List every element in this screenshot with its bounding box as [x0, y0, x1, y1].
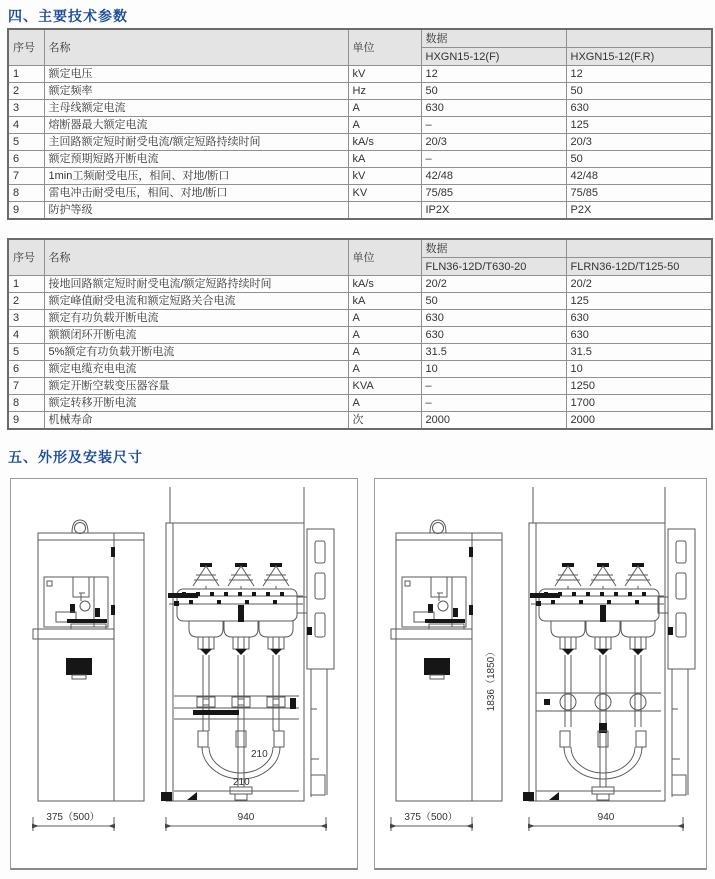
outline-drawing-panel-right — [374, 478, 707, 870]
insulators — [193, 563, 289, 589]
busbar-stub — [530, 593, 560, 598]
cell-b: 630 — [566, 100, 712, 117]
cell-name: 额定频率 — [44, 83, 348, 100]
cell-name: 额定转移开断电流 — [44, 395, 348, 412]
table-row — [8, 100, 712, 117]
cell-name: 额定电压 — [44, 66, 348, 83]
dim-label-height: 1836（1850） — [486, 646, 497, 712]
cell-unit: kA/s — [348, 134, 421, 151]
table-row — [8, 344, 712, 361]
cell-no: 6 — [8, 361, 44, 378]
cell-a: 50 — [421, 83, 566, 100]
col-header-model-a: FLN36-12D/T630-20 — [421, 258, 566, 276]
cable-bend — [560, 731, 646, 800]
cell-a: 20/2 — [421, 276, 566, 293]
cell-a: – — [421, 117, 566, 134]
table-row — [8, 412, 712, 430]
cell-no: 1 — [8, 66, 44, 83]
cell-a: 630 — [421, 327, 566, 344]
mounting-bar — [174, 696, 299, 719]
cell-a: 2000 — [421, 412, 566, 430]
busbar-stub — [168, 593, 198, 598]
cell-b: 10 — [566, 361, 712, 378]
cell-unit: A — [348, 327, 421, 344]
vent-louver — [66, 658, 92, 675]
dim-label-depth: 375（500） — [404, 812, 458, 823]
cell-unit: A — [348, 344, 421, 361]
cell-b: 2000 — [566, 412, 712, 430]
table-row — [8, 276, 712, 293]
dimension-lines — [33, 811, 326, 831]
cell-no: 8 — [8, 395, 44, 412]
table-row — [8, 151, 712, 168]
switch-body — [168, 589, 307, 637]
cell-unit: A — [348, 117, 421, 134]
cell-unit: A — [348, 361, 421, 378]
table-row — [8, 310, 712, 327]
pole-bushings — [560, 637, 646, 787]
cell-unit: KVA — [348, 378, 421, 395]
cell-no: 4 — [8, 327, 44, 344]
dim-label-bend-top: 210 — [251, 749, 268, 760]
outline-drawing-left — [11, 479, 357, 867]
cell-b: 630 — [566, 310, 712, 327]
cell-b: P2X — [566, 202, 712, 220]
section-title-outline-dimensions: 五、外形及安装尺寸 — [8, 449, 143, 465]
vent-louver — [424, 658, 450, 675]
cell-b: 20/2 — [566, 276, 712, 293]
dim-label-width: 940 — [597, 812, 615, 823]
cell-b: 1250 — [566, 378, 712, 395]
cell-name: 额定电缆充电电流 — [44, 361, 348, 378]
dim-label-depth: 375（500） — [46, 812, 100, 823]
cell-a: 12 — [421, 66, 566, 83]
col-header-no: 序号 — [8, 239, 44, 276]
col-header-unit: 单位 — [348, 239, 421, 276]
cell-no: 8 — [8, 185, 44, 202]
switch-body — [530, 589, 668, 637]
cell-unit: KV — [348, 185, 421, 202]
cell-unit: 次 — [348, 412, 421, 430]
cell-no: 2 — [8, 83, 44, 100]
dimension-lines — [391, 811, 683, 831]
cell-b: 125 — [566, 117, 712, 134]
col-header-model-b: FLRN36-12D/T125-50 — [566, 258, 712, 276]
cell-name: 额额闭环开断电流 — [44, 327, 348, 344]
cell-unit: kA — [348, 151, 421, 168]
cell-a: 42/48 — [421, 168, 566, 185]
cell-no: 3 — [8, 100, 44, 117]
cell-no: 5 — [8, 344, 44, 361]
cell-a: – — [421, 151, 566, 168]
cell-a: – — [421, 378, 566, 395]
cell-no: 5 — [8, 134, 44, 151]
table-row — [8, 293, 712, 310]
cell-unit — [348, 202, 421, 220]
dim-label-width: 940 — [237, 812, 255, 823]
cell-b: 50 — [566, 151, 712, 168]
cell-b: 31.5 — [566, 344, 712, 361]
cell-name: 主母线额定电流 — [44, 100, 348, 117]
table-row — [8, 202, 712, 220]
cell-name: 防护等级 — [44, 202, 348, 220]
cell-unit: A — [348, 395, 421, 412]
table-row — [8, 66, 712, 83]
cell-name: 接地回路额定短时耐受电流/额定短路持续时间 — [44, 276, 348, 293]
cell-name: 额定开断空载变压器容量 — [44, 378, 348, 395]
table-row — [8, 378, 712, 395]
cell-unit: A — [348, 310, 421, 327]
cell-a: – — [421, 395, 566, 412]
table-row — [8, 327, 712, 344]
cell-b: 125 — [566, 293, 712, 310]
cell-a: 75/85 — [421, 185, 566, 202]
cell-a: 20/3 — [421, 134, 566, 151]
insulators — [555, 563, 651, 589]
col-header-model-b: HXGN15-12(F.R) — [566, 48, 712, 66]
cable-bend — [198, 731, 284, 800]
cell-b: 12 — [566, 66, 712, 83]
cell-name: 额定预期短路开断电流 — [44, 151, 348, 168]
table-row — [8, 117, 712, 134]
cell-name: 1min工频耐受电压，相间、对地/断口 — [44, 168, 348, 185]
table-row — [8, 361, 712, 378]
col-header-data-empty — [566, 239, 712, 258]
cell-name: 额定有功负载开断电流 — [44, 310, 348, 327]
cell-a: 630 — [421, 310, 566, 327]
cell-b: 1700 — [566, 395, 712, 412]
cell-no: 3 — [8, 310, 44, 327]
cell-a: 50 — [421, 293, 566, 310]
current-transformer-bar — [536, 693, 661, 733]
cell-no: 9 — [8, 202, 44, 220]
cell-unit: kA — [348, 293, 421, 310]
col-header-name: 名称 — [44, 239, 348, 276]
side-view-cabinet — [391, 520, 502, 801]
dim-label-bend-bottom: 210 — [233, 777, 250, 788]
cell-name: 主回路额定短时耐受电流/额定短路持续时间 — [44, 134, 348, 151]
cell-name: 额定峰值耐受电流和额定短路关合电流 — [44, 293, 348, 310]
cell-unit: A — [348, 100, 421, 117]
cell-b: 20/3 — [566, 134, 712, 151]
cell-b: 50 — [566, 83, 712, 100]
front-section-view — [161, 487, 334, 801]
spec-table-hxgn — [7, 28, 713, 220]
outline-drawing-panel-left — [10, 478, 358, 870]
outline-drawing-right — [375, 479, 706, 867]
col-header-data: 数据 — [421, 239, 566, 258]
table-row — [8, 185, 712, 202]
cell-name: 雷电冲击耐受电压，相间、对地/断口 — [44, 185, 348, 202]
table-row — [8, 83, 712, 100]
cell-a: IP2X — [421, 202, 566, 220]
section-title-main-parameters: 四、主要技术参数 — [8, 8, 128, 24]
front-section-view — [523, 487, 695, 801]
spec-table-fln — [7, 238, 713, 430]
cell-unit: kV — [348, 66, 421, 83]
table-header — [8, 239, 712, 276]
cell-no: 7 — [8, 168, 44, 185]
side-view-cabinet — [33, 520, 144, 801]
col-header-no: 序号 — [8, 29, 44, 66]
cell-unit: Hz — [348, 83, 421, 100]
cell-a: 31.5 — [421, 344, 566, 361]
cell-no: 9 — [8, 412, 44, 430]
col-header-data-empty — [566, 29, 712, 48]
cell-name: 5%额定有功负载开断电流 — [44, 344, 348, 361]
cell-name: 机械寿命 — [44, 412, 348, 430]
cell-no: 1 — [8, 276, 44, 293]
col-header-data: 数据 — [421, 29, 566, 48]
col-header-unit: 单位 — [348, 29, 421, 66]
cell-unit: kV — [348, 168, 421, 185]
table-header — [8, 29, 712, 66]
cell-unit: kA/s — [348, 276, 421, 293]
table-row — [8, 134, 712, 151]
cell-name: 熔断器最大额定电流 — [44, 117, 348, 134]
cell-b: 42/48 — [566, 168, 712, 185]
cell-no: 2 — [8, 293, 44, 310]
cell-b: 75/85 — [566, 185, 712, 202]
cell-no: 4 — [8, 117, 44, 134]
table-row — [8, 168, 712, 185]
col-header-model-a: HXGN15-12(F) — [421, 48, 566, 66]
cell-a: 10 — [421, 361, 566, 378]
cell-b: 630 — [566, 327, 712, 344]
cell-no: 6 — [8, 151, 44, 168]
cell-no: 7 — [8, 378, 44, 395]
table-row — [8, 395, 712, 412]
cell-a: 630 — [421, 100, 566, 117]
col-header-name: 名称 — [44, 29, 348, 66]
